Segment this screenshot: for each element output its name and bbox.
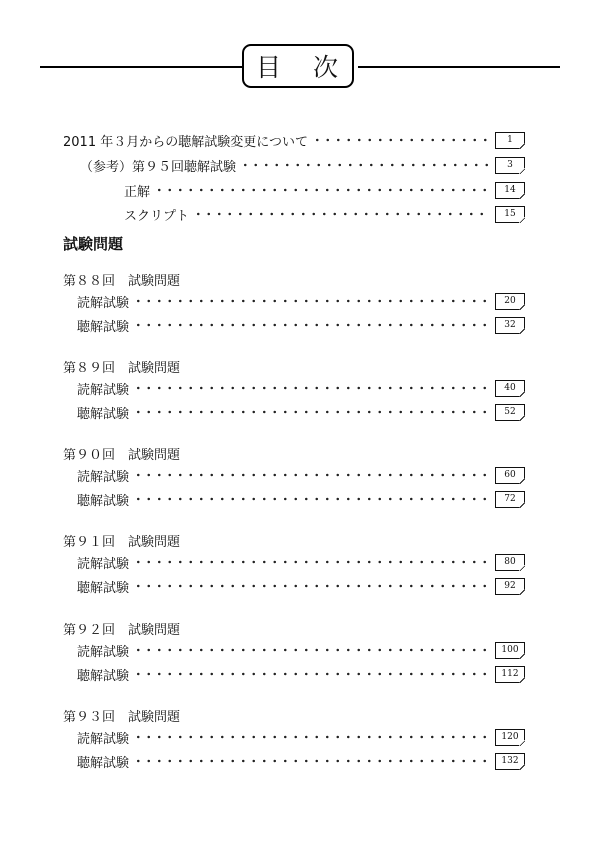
toc-entry-label: 読解試験 [77, 469, 130, 485]
page-number-box: 32 [495, 317, 525, 334]
page-number-box: 40 [495, 380, 525, 397]
toc-entry-label: 読解試験 [77, 644, 130, 660]
toc-entry-label: 読解試験 [77, 556, 130, 572]
leader-dots [312, 131, 491, 149]
page-number-box: 120 [495, 729, 525, 746]
page-number-box: 20 [495, 293, 525, 310]
toc-entry-label: 正解 [124, 184, 151, 200]
page-number-box: 14 [495, 182, 525, 199]
exam-title: 第８９回 試験問題 [63, 361, 181, 376]
toc-entry-listening[interactable] [77, 752, 525, 770]
toc-entry-label: 読解試験 [77, 382, 130, 398]
leader-dots [133, 728, 491, 746]
leader-dots [133, 641, 491, 659]
page-number-box: 92 [495, 578, 525, 595]
toc-entry-reading[interactable] [77, 466, 525, 484]
toc-entry-label: （参考）第９５回聴解試験 [80, 159, 237, 175]
toc-header [40, 44, 560, 90]
exam-title: 第９１回 試験問題 [63, 535, 181, 550]
page-number-box: 100 [495, 642, 525, 659]
exam-title: 第９０回 試験問題 [63, 448, 181, 463]
toc-entry-label: 聴解試験 [77, 668, 130, 684]
leader-dots [133, 316, 491, 334]
toc-entry-listening[interactable] [77, 403, 525, 421]
exam-title: 第９３回 試験問題 [63, 710, 181, 725]
toc-entry-label: 聴解試験 [77, 406, 130, 422]
exam-title: 第９２回 試験問題 [63, 623, 181, 638]
toc-entry-reading[interactable] [77, 553, 525, 571]
page-number-box: 15 [495, 206, 525, 223]
toc-entry-listening[interactable] [77, 316, 525, 334]
toc-entry-listening-change[interactable] [63, 131, 525, 149]
leader-dots [133, 379, 491, 397]
toc-entry-label: 読解試験 [77, 295, 130, 311]
toc-entry-listening[interactable] [77, 490, 525, 508]
toc-entry-listening[interactable] [77, 577, 525, 595]
exam-title: 第８８回 試験問題 [63, 274, 181, 289]
leader-dots [133, 553, 491, 571]
toc-entry-reading[interactable] [77, 379, 525, 397]
toc-entry-label: 2011 年３月からの聴解試験変更について [63, 134, 308, 150]
toc-entry-script[interactable] [124, 205, 525, 223]
leader-dots [133, 292, 491, 310]
page-number-box: 80 [495, 554, 525, 571]
page-number-box: 52 [495, 404, 525, 421]
leader-dots [133, 490, 491, 508]
leader-dots [133, 752, 491, 770]
page-number-box: 132 [495, 753, 525, 770]
page-number-box: 112 [495, 666, 525, 683]
toc-entry-label: 聴解試験 [77, 319, 130, 335]
page-number-box: 3 [495, 157, 525, 174]
page-number-box: 60 [495, 467, 525, 484]
toc-entry-label: スクリプト [124, 208, 190, 224]
header-rule-left [40, 66, 242, 68]
toc-entry-label: 聴解試験 [77, 580, 130, 596]
leader-dots [133, 665, 491, 683]
toc-entry-label: 聴解試験 [77, 493, 130, 509]
toc-entry-reading[interactable] [77, 728, 525, 746]
toc-entry-reading[interactable] [77, 641, 525, 659]
leader-dots [154, 181, 491, 199]
header-rule-right [358, 66, 560, 68]
leader-dots [133, 577, 491, 595]
toc-entry-reference-95[interactable] [80, 156, 525, 174]
toc-entry-label: 聴解試験 [77, 755, 130, 771]
page-number-box: 1 [495, 132, 525, 149]
leader-dots [240, 156, 491, 174]
leader-dots [133, 466, 491, 484]
toc-entry-answers[interactable] [124, 181, 525, 199]
leader-dots [193, 205, 491, 223]
page-title: 目 次 [242, 44, 354, 88]
leader-dots [133, 403, 491, 421]
toc-entry-listening[interactable] [77, 665, 525, 683]
toc-entry-label: 読解試験 [77, 731, 130, 747]
toc-entry-reading[interactable] [77, 292, 525, 310]
page-number-box: 72 [495, 491, 525, 508]
section-title: 試験問題 [63, 235, 124, 253]
